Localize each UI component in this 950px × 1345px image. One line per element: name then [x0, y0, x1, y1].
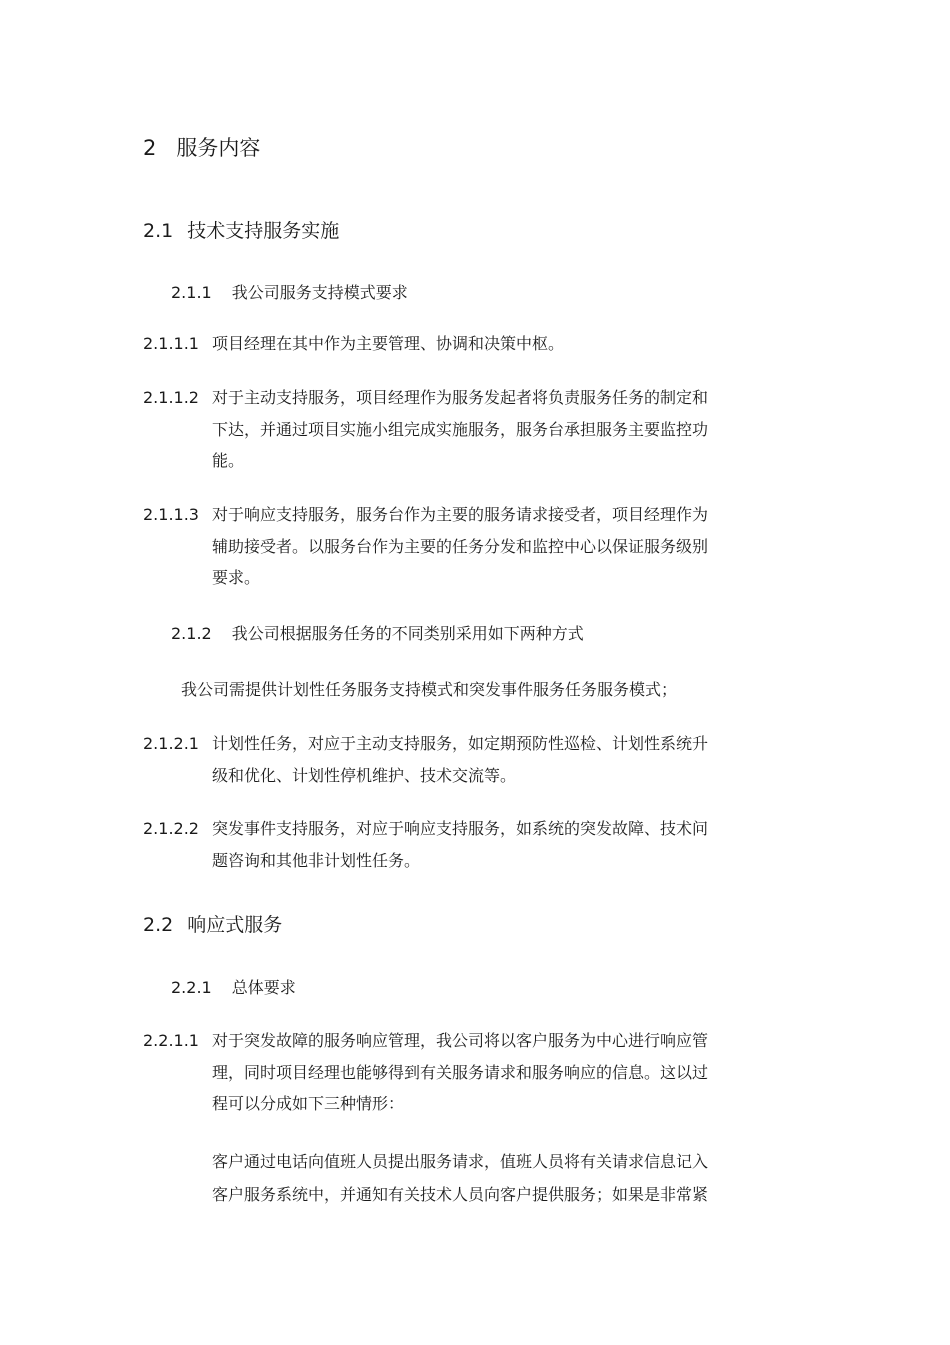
- text-line: 辅助接受者。以服务台作为主要的任务分发和监控中心以保证服务级别: [212, 536, 709, 556]
- subsubsection-heading-2-2-1: [171, 975, 296, 998]
- text-line: 计划性任务，对应于主动支持服务，如定期预防性巡检、计划性系统升: [212, 734, 709, 753]
- text-line: 项目经理在其中作为主要管理、协调和决策中枢。: [212, 334, 565, 353]
- subsubsection-heading-2-1-1: [171, 280, 408, 303]
- clause-number-2-1-2-2: 2.1.2.2: [143, 819, 199, 838]
- clause-number-2-1-1-3: 2.1.1.3: [143, 505, 199, 524]
- subsubsection-title: 我公司根据服务任务的不同类别采用如下两种方式: [231, 624, 584, 643]
- subsubsection-number: 2.2.1: [171, 978, 212, 997]
- section-number: 2: [143, 136, 157, 160]
- section-heading-2: [143, 132, 260, 162]
- text-line: 对于响应支持服务，服务台作为主要的服务请求接受者，项目经理作为: [212, 505, 709, 524]
- subsubsection-number: 2.1.2: [171, 624, 212, 643]
- text-line: 程可以分成如下三种情形：: [212, 1094, 405, 1113]
- subsubsection-heading-2-1-2: [171, 621, 584, 644]
- body-paragraph-scenario: [212, 1145, 772, 1211]
- clause-text-2-1-1-1: [212, 328, 772, 360]
- subsection-number: 2.2: [143, 914, 174, 936]
- clause-text-2-1-1-2: [212, 382, 772, 477]
- clause-text-2-2-1-1: [212, 1025, 772, 1120]
- text-line: 客户通过电话向值班人员提出服务请求，值班人员将有关请求信息记入: [212, 1152, 709, 1171]
- text-line: 要求。: [212, 568, 261, 587]
- subsection-title: 技术支持服务实施: [187, 220, 340, 242]
- text-line: 下达，并通过项目实施小组完成实施服务，服务台承担服务主要监控功: [212, 419, 709, 439]
- text-line: 突发事件支持服务，对应于响应支持服务，如系统的突发故障、技术问: [212, 819, 709, 838]
- subsubsection-title: 我公司服务支持模式要求: [231, 283, 408, 302]
- clause-text-2-1-2-2: [212, 813, 772, 876]
- text-line: 客户服务系统中，并通知有关技术人员向客户提供服务；如果是非常紧: [212, 1185, 709, 1204]
- clause-text-2-1-1-3: [212, 499, 772, 594]
- text-line: 能。: [212, 451, 245, 470]
- text-line: 对于主动支持服务，项目经理作为服务发起者将负责服务任务的制定和: [212, 388, 709, 407]
- intro-paragraph-2-1-2: 我公司需提供计划性任务服务支持模式和突发事件服务任务服务模式；: [181, 680, 678, 699]
- clause-number-2-1-2-1: 2.1.2.1: [143, 734, 199, 753]
- text-line: 题咨询和其他非计划性任务。: [212, 850, 421, 870]
- subsection-number: 2.1: [143, 220, 174, 242]
- text-line: 对于突发故障的服务响应管理，我公司将以客户服务为中心进行响应管: [212, 1031, 709, 1050]
- subsubsection-title: 总体要求: [231, 978, 296, 997]
- text-line: 理，同时项目经理也能够得到有关服务请求和服务响应的信息。这以过: [212, 1062, 709, 1082]
- subsection-title: 响应式服务: [187, 914, 283, 936]
- section-title: 服务内容: [176, 136, 261, 160]
- clause-number-2-1-1-1: 2.1.1.1: [143, 334, 199, 353]
- clause-number-2-2-1-1: 2.2.1.1: [143, 1031, 199, 1050]
- text-line: 级和优化、计划性停机维护、技术交流等。: [212, 765, 517, 785]
- subsubsection-number: 2.1.1: [171, 283, 212, 302]
- clause-number-2-1-1-2: 2.1.1.2: [143, 388, 199, 407]
- subsection-heading-2-2: [143, 910, 282, 937]
- clause-text-2-1-2-1: [212, 728, 772, 791]
- subsection-heading-2-1: [143, 216, 339, 243]
